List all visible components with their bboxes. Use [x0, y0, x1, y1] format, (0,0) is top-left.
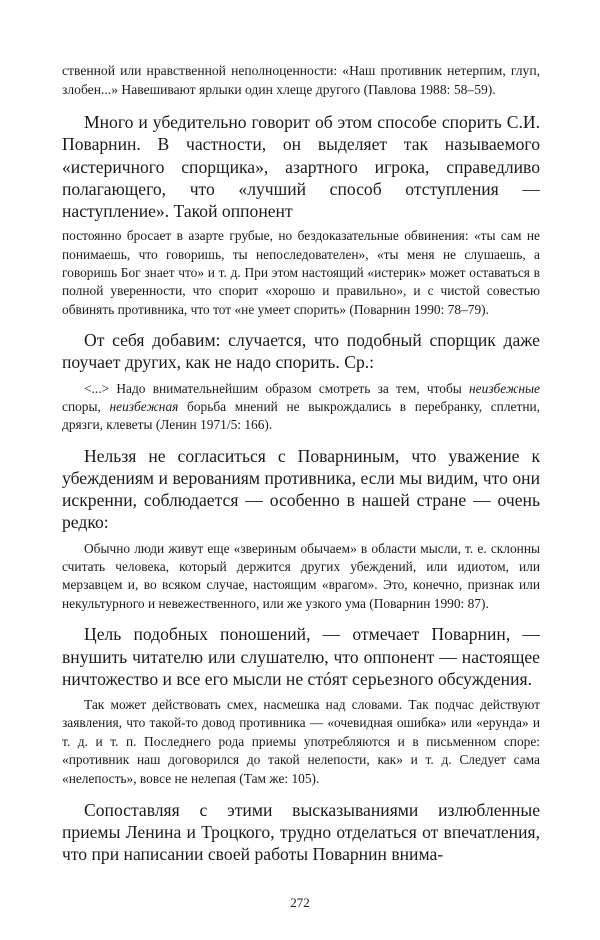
paragraph-1: Много и убедительно говорит об этом способе спорить С.И. Поварнин. В частности, он выделяет так называемого «истеричного спорщика», азартного игрока, справедливо полагающего, что «лучший способ отступления — наступление». Такой оппонент — [62, 112, 540, 221]
paragraph-continued: ственной или нравственной неполноценности: «Наш противник нетерпим, глуп, злобен...» Навешивают ярлыки один хлеще другого (Павлова 1988: 58–59). — [62, 63, 540, 97]
quote-2-emphasis-1: неизбежные — [469, 380, 540, 396]
paragraph-3: Нельзя не согласиться с Поварниным, что уважение к убеждениям и верованиям противника, если мы видим, что они искренни, соблюдается — особенно в нашей стране — очень редко: — [62, 445, 540, 533]
page-number: 272 — [290, 895, 310, 910]
paragraph-2: От себя добавим: случается, что подобный спорщик даже поучает других, как не надо спорить. Ср.: — [62, 330, 540, 373]
quote-2-middle: споры, — [62, 399, 110, 415]
quote-3: Обычно люди живут еще «звериным обычаем» в области мысли, т. е. склонны считать человека, который держится других убеждений, или идиотом, или мерзавцем и, во всяком случае, настоящим «врагом». Это, конечно, признак или некультурного и невежественного, или же узкого ума (Поварнин 1990: 87). — [62, 540, 540, 611]
paragraph-4: Цель подобных поношений, — отмечает Поварнин, — внушить читателю или слушателю, что оппонент — настоящее ничтожество и все его мысли не стóят серьезного обсуждения. — [62, 624, 540, 689]
paragraph-5: Сопоставляя с этими высказываниями излюбленные приемы Ленина и Троцкого, трудно отделаться от впечатления, что при написании своей работы Поварнин внима- — [62, 799, 540, 865]
quote-2-end: борьба мнений не выкрождались в перебранку, сплетни, дрязги, клеветы (Ленин 1971/5: 166). — [62, 399, 540, 433]
page-body — [62, 62, 540, 866]
quote-1: постоянно бросает в азарте грубые, но бездоказательные обвинения: «ты сам не понимаешь, что говоришь, ты непоследователен», «ты меня не слушаешь, а говоришь Бог знает что» и т. д. При этом настоящий «истерик» может оставаться в полной уверенности, что спорит «хорошо и правильно», и с чистой совестью обвинять противника, что тот «не умеет спорить» (Поварнин 1990: 78–79). — [62, 228, 540, 317]
quote-4: Так может действовать смех, насмешка над словами. Так подчас действуют заявления, что такой-то довод противника — «очевидная ошибка» или «ерунда» и т. д. и т. п. Последнего рода приемы употребляются и в письменном споре: «противник наш договорился до такой нелепости, как» и т. д. Следует сама «нелепость», вовсе не нелепая (Там же: 105). — [62, 696, 540, 786]
quote-2-start: <...> Надо внимательнейшим образом смотреть за тем, чтобы — [84, 380, 470, 396]
quote-2 — [62, 380, 540, 435]
quote-2-emphasis-2: неизбежная — [109, 399, 179, 415]
